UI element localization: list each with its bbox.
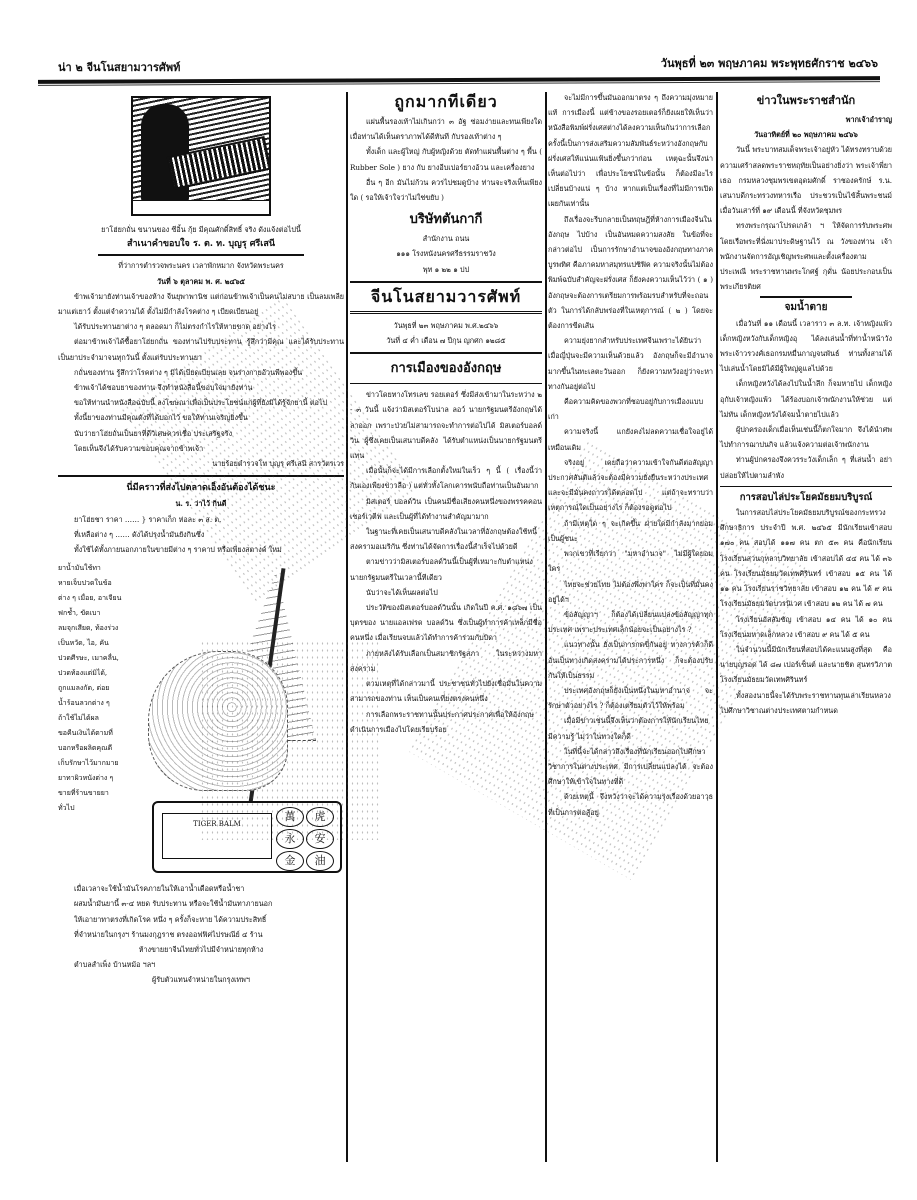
jar-char: 虎: [306, 807, 334, 827]
article-paragraph: ข่าวโดยทางโทรเลข รอยเตอร์ ซึ่งมีส่งเข้ามาในระหว่าง ๒ - ๓ วันนี้ แจ้งว่ามิสเตอร์โบน่าล ลอว์ นายกรัฐมนตรีอังกฤษได้ลาออก เพราะป่วยไม่สามารถจะทำการต่อไปได้ มิสเตอร์บอลด์วิน ผู้ซึ่งเคยเป็นเสนาบดีคลัง ได้รับตำแหน่งเป็นนายกรัฐมนตรีแทน: [350, 390, 542, 461]
letter-date: วันที่ ๖ ตุลาคม พ. ศ. ๒๔๖๕: [157, 276, 245, 286]
company-name: บริษัทตันกากี: [409, 212, 483, 228]
ad-paragraph: อื่น ๆ อีก มันไม่ก้วน ควรไปชมดูบ้าง ท่านจะจริงเห็นเพียงใด ( รอให้เจ้าใจว่าไม่ใช่ขยับ ): [350, 177, 542, 203]
section-divider: [350, 352, 542, 354]
article-paragraph: ในฐานะที่เคยเป็นเสนาบดีคลังในเวลาที่อังกฤษต้องใช้หนี้สงครามอเมริกัน ซึ่งท่านได้จัดการเรื่องนี้สำเร็จไปด้วยดี: [350, 527, 537, 552]
ground-shape: [133, 200, 269, 214]
paper-dateline-lunar: วันที่ ๔ ค่ำ เดือน ๗ ปีกุน ญกศก ๑๒๘๕: [386, 336, 506, 346]
court-news-headline: ข่าวในพระราชสำนัก: [756, 94, 856, 107]
tiger-ad-sidebar: [58, 561, 136, 816]
letter-paragraph: ทั้งนี้ยาของท่านมีคุณดังที่ได้บอกไว้ ขอให้ท่านเจริญยิ่งขึ้น: [74, 413, 248, 423]
column-divider: [716, 92, 718, 1162]
jar-label: TIGER BALM: [162, 813, 272, 859]
article-paragraph: ประวัติของมิสเตอร์บอลด์วินนั้น เกิดในปี ค.ศ. ๑๘๖๗ เป็นบุตรของ นายแอลเฟรด บอลด์วิน ซึ่งเป็นผู้ทำการค้าเหล็กมีชื่อคนหนึ่ง เมื่อเรียนจบแล้วได้ทำการค้าร่วมกับบิดา: [350, 603, 542, 643]
column-divider: [346, 92, 348, 1162]
body-paragraph: ประเทศอังกฤษก็ยังเป็นหนึ่งในมหาอำนาจ จะรักษาตัวอย่างไร ? ก็ต้องเตรียมตัวไว้ให้พร้อม: [548, 685, 713, 711]
section-divider: [58, 475, 344, 477]
drowning-headline: จมน้ำตาย: [784, 302, 828, 314]
company-phone: พุท ๑ ๒๒ ๑ ปป: [422, 264, 470, 274]
paper-dateline: วันพุธที่ ๒๓ พฤษภาคม พ.ศ.๒๔๖๖: [393, 320, 499, 330]
page-number-label: น่า ๒ จีนโนสยามวารศัพท์: [58, 61, 181, 74]
jar-char: 金: [276, 851, 304, 871]
page-header: [38, 52, 878, 78]
divider: [720, 486, 892, 487]
sidebar-line: ถูกแมลงกัด, ต่อย: [58, 684, 110, 693]
column-divider: [545, 92, 547, 1162]
paper-title: จีนโนสยามวารศัพท์: [370, 286, 522, 306]
body-paragraph: จะไม่มีการขึ้นมันออกมาตรง ๆ ถึงความมุ่งหมายแท้ การเมืองนี้ แต่ข้างของรอยเตอร์ก็ยังเผยให้เห็นว่า หนังสือพิมพ์ฝรั่งเศสต่างได้ลงความเห็นกันว่าการเลือกครั้งนี้เป็นการส่งเสริมความสัมพันธ์ระหว่างอังกฤษกับฝรั่งเศสให้แน่นแฟ้นยิ่งขึ้นกว่าก่อน เหตุฉะนั้นจึงน่าเห็นต่อไปว่า เพื่อประโยชน์ในข้อนั้น ก็ต้องมีอะไรเปลี่ยนบ้างแน่ ๆ บ้าง หากแต่เป็นเรื่องที่ไม่มีการเปิดเผยกันเท่านั้น: [548, 93, 713, 209]
article-paragraph: นับว่าจะได้เห็นผลต่อไป: [366, 587, 438, 597]
body-paragraph: ไทยจะช่วยไทย ไม่ต้องพึ่งพาใคร ก็จะเป็นที่มั่นคงอยู่ได้ฯ: [548, 579, 713, 604]
jar-chinese-characters: [276, 807, 334, 869]
body-paragraph: ความจริงนี้ แกยังคงไม่ลดความเชื่อใจอยู่ได้เหมือนเดิม: [548, 427, 713, 452]
body-paragraph: เมื่อมีข่าวเช่นนี้จึงเห็นว่าต้องการให้นักเรียนไทยมีความรู้ ไม่ว่าในทางใดก็ดี: [548, 716, 709, 741]
column-2: [350, 90, 542, 737]
ad2-note: ทั้งใช้ได้ทั้งภายนอกภายในขายมีต่าง ๆ ราคาบ่ หรือเพียงสตางค์ ใหม่: [74, 545, 282, 555]
article-paragraph: การเลือกพระราชทานนั้นประกาศประกาศเพื่อให้อังกฤษดำเนินการเมืองไปโดยเรียบร้อย: [350, 709, 535, 734]
body-paragraph: พวกเขาที่เรียกว่า "มหาอำนาจ" ไม่มีผู้ใดยอมใคร: [548, 549, 713, 574]
body-paragraph: ถ้ามีเหตุใด ๆ จะเกิดขึ้น ฝ่ายใดมีกำลังมากย่อมเป็นผู้ชนะ: [548, 518, 713, 543]
ad-paragraph: ทั้งเด็ก และผู้ใหญ่ กับผู้หญิงด้วย ตัดทำแผ่นพื้นต่าง ๆ พื้น ( Rubber Sole ) ยาง กับ ยางอีบเปอร์ยางอ้วน และเครื่องยาง: [350, 147, 542, 172]
jar-char: 永: [276, 829, 304, 849]
ad2-subline: น. ร. ว่าไว้ กินดี: [175, 499, 227, 509]
article-headline: การเมืองของอังกฤษ: [390, 361, 502, 377]
company-address: สำนักงาน ถนน: [422, 234, 470, 244]
court-paragraph: ทรงพระกรุณาโปรดเกล้า ฯ ให้จัดการรับพระศพโดยเรือพระที่นั่งมาประดิษฐานไว้ ณ วังของท่าน เจ้าพนักงานจัดการอัญเชิญพระศพและตั้งเครื่องตามประเพณี พระราชทานพระโกศฐ์ กุดั่น น้อยประกอบเป็นพระเกียรติยศ: [720, 221, 892, 292]
footer-paragraph: ผสมน้ำมันยานี้ ๓-๔ หยด รับประทาน หรือจะใช้น้ำมันทาภายนอก: [74, 899, 273, 909]
sidebar-line: ปวดศีรษะ, เมาคลื่น,: [58, 654, 119, 663]
body-paragraph: ในที่นี้จะได้กล่าวถึงเรื่องที่นักเรียนออกไปศึกษาวิชาการในต่างประเทศ มีการเปลี่ยนแปลงได้ จะต้องศึกษาให้เข้าใจในทางที่ดี: [548, 746, 713, 787]
headline-underline: [350, 383, 542, 384]
sidebar-line: บอกหรือผลิตคุณดี: [58, 744, 113, 753]
letter-paragraph: กถั่นของท่าน รู้สึกว่าโรคต่าง ๆ มิได้เบียดเบียนเลย จนร่างกายอ้วนพีพองขึ้น: [74, 367, 303, 377]
cannon-engraving-image: [131, 96, 271, 216]
ad2-headline: นี่มีคราวที่ส่งไปตลาดเอ็งอันต้องได้ชนะ: [126, 483, 276, 494]
letter-paragraph: ข้าพเจ้าได้ชอบยาของท่าน จึงทำหนังสือนี้ขอบใจมายังท่าน: [74, 383, 253, 393]
ad2-note: ที่เหลือต่าง ๆ …… ดังได้ปรุงน้ำมันยังกินซึ่ง: [74, 529, 205, 539]
exam-headline: การสอบไล่ประโยคมัธยมบริบูรณ์: [739, 491, 873, 503]
court-news-date: วันอาทิตย์ที่ ๒๐ พฤษภาคม ๒๔๖๖: [754, 130, 858, 140]
footer-paragraph: ให้เอายาทาตรงที่เกิดโรค หนึ่ง ๆ ครั้งก็จะหาย ได้ความประสิทธิ์: [74, 914, 267, 924]
column-1: [58, 90, 344, 988]
divider: [760, 296, 852, 298]
footer-paragraph: ที่จำหน่ายในกรุงฯ ร้านมงกุฎราช ตรงออฟฟิศไปรษณีย์ ๔ ร้าน: [74, 929, 263, 939]
letter-signature: นายร้อยตำรวจโท บุญรุ ศรีเสนี สารวัตรเวร: [212, 459, 344, 469]
issue-date: วันพุธที่ ๒๓ พฤษภาคม พระพุทธศักราช ๒๔๖๖: [660, 57, 878, 70]
exam-paragraph: โรงเรียนอัสสัมชัญ เข้าสอบ ๑๔ คน ได้ ๑๐ คน โรงเรียนมหาดเล็กหลวง เข้าสอบ ๙ คน ได้ ๕ คน: [720, 614, 892, 639]
ad-subtitle: สำเนาคำขอบใจ ร. ต. ท. บุญรุ ศรีเสนี: [126, 239, 275, 250]
sidebar-line: ต่าง ๆ เมื่อย, อาเจียน: [58, 594, 122, 603]
article-paragraph: เมื่อนั้นก็จะได้มีการเลือกตั้งใหม่ในเร็ว ๆ นี้ ( เรื่องนี้ว่ากันเองเพียงข่าวลือ ) แต่ทั่วทั้งโลกเคารพนับถือท่านเป็นอันมาก: [350, 466, 542, 491]
court-news-byline: พากเจ้าอำราญ: [845, 115, 892, 124]
divider: [98, 254, 304, 256]
drowning-paragraph: เด็กหญิงหวังได้ลงไปในน้ำลึก ก็จมหายไป เด็กหญิงอุกับเจ้าหญิงแพ้ว ได้ร้องบอกเจ้าพนักงานให้ช่วย แต่ไม่ทัน เด็กหญิงหวังได้จมน้ำตายไปแล้ว: [720, 379, 892, 419]
footer-paragraph: ผู้รับตัวแทนจำหน่ายในกรุงเทพฯ: [152, 975, 250, 985]
body-paragraph: ด้วยเหตุนี้ จึงหวังว่าจะได้ความรุ่งเรืองด้วยอาวุธที่เป็นการต่อสู้อยู่: [548, 792, 713, 817]
exam-paragraph: ในจำนวนนี้มีนักเรียนที่สอบได้คะแนนสูงที่สุด คือ นายบุญรอด ได้ ๘๗ เปอร์เซ็นต์ และนายชิต สุนทรวิภาต โรงเรียนมัธยมวัดเทพศิรินทร์: [720, 644, 892, 685]
ad-caption: ยาโฮ่ยกถั่น ขนานของ ซีอิ้น กุ้ย มีคุณศักดิ์สิทธิ์ จริง ดังแจ้งต่อไปนี้: [101, 225, 301, 234]
exam-paragraph: ทั้งสองนายนี้จะได้รับพระราชทานทุนเล่าเรียนหลวง ไปศึกษาวิชาณต่างประเทศตามกำหนด: [720, 690, 891, 715]
letter-paragraph: โดยเห็นจึงได้รับความขอบคุณจากข้าพเจ้า: [74, 443, 204, 453]
body-paragraph: แนวทางนั้น ยังเป็นการกดขี่กันอยู่ ทางการค้าก็ดี อันเป็นทางเกิดสงครามได้ประการหนึ่ง ก็จะต้องปรับกันให้เป็นธรรม: [548, 640, 713, 680]
paper-title-box: [350, 281, 542, 314]
body-paragraph: ข้อสัญญาฯ ก็ต้องได้เปลี่ยนแปลงข้อสัญญาทุกประเทศ เพราะประเทศเล็กน้อยจะเป็นอย่างไร ?: [548, 609, 713, 635]
body-paragraph: คือความคิดของพวกที่ชอบอยู่กับการเมืองแบบเก่า: [548, 397, 704, 422]
footer-paragraph: เมื่อเวลาจะใช้น้ำมันโรคภายในให้เอาน้ำเดือดหรือน้ำชา: [74, 884, 245, 894]
article-paragraph: ตามข่าวว่ามิสเตอร์บอลด์วินนี้เป็นผู้ที่เหมาะกับตำแหน่งนายกรัฐมนตรีในเวลานี้ทีเดียว: [350, 557, 533, 582]
tiger-illustration: [142, 561, 342, 881]
drowning-paragraph: เมื่อวันที่ ๑๑ เดือนนี้ เวลาราว ๓ ล.ท. เจ้าหญิงแพ้ว เด็กหญิงหวังกับเด็กหญิงอุ ได้ลงเล่นน้ำที่ท่าน้ำหน้าวังพระเจ้าวรวงศ์เธอกรมหมื่นกาญจนพันธ์ ท่านทั้งสามได้ไปเล่นน้ำโดยมิได้มีผู้ใหญ่ดูแลไปด้วย: [720, 318, 892, 374]
letter-paragraph: ข้าพเจ้ามายังท่านเจ้าของห้าง จีนยุพาพานิช แต่ก่อนข้าพเจ้าเป็นคนไม่สบาย เป็นลมเพลียมาแต่เยาว์ ตั้งแต่จำความได้ ตั้งไม่มีกำลังโรคต่าง ๆ เบียดเบียนอยู่: [58, 291, 344, 317]
jar-char: 安: [306, 829, 334, 849]
tiger-balm-ad: [58, 561, 344, 881]
drowning-paragraph: ท่านผู้ปกครองจึงควรระวังเด็กเล็ก ๆ ที่เล่นน้ำ อย่าปล่อยให้ไปตามลำพัง: [720, 455, 892, 480]
article-paragraph: ภายหลังได้รับเลือกเป็นสมาชิกรัฐสภา ในระหว่างมหาสงคราม: [350, 648, 542, 673]
sidebar-line: เป็นหวัด, ไอ, คัน: [58, 639, 109, 648]
letter-paragraph: ต่อมาข้าพเจ้าได้ซื้อยาโฮ่ยกถั่น ของท่านไปรับประทาน รู้สึกว่ามีคุณ และได้รับประทานเป็นยาประจำมาจนทุกวันนี้ ตั้งแต่รับประทานยา: [58, 337, 344, 362]
sidebar-line: น้ำร้อนลวกต่าง ๆ: [58, 699, 110, 708]
body-paragraph: ความยุ่งยากสำหรับประเทศจีนเพราะได้ยินว่า เมื่อญี่ปุ่นจะมีความเห็นด้วยแล้ว อังกฤษก็จะมีอำนาจมากขึ้นในทะเลตะวันออก ก็ยังความหวังอยู่ว่าจะหาทางกันอยู่ต่อไป: [548, 336, 713, 391]
ad2-note: ยาโฮ่ยชา ราคา …… } ราคาเก็ก ห่อละ ๓ ส. ต.: [74, 514, 222, 524]
letter-paragraph: ขอให้ท่านนำหนังสือฉบับนี้ ลงโฆษณาเพื่อเป็นประโยชน์แก่ผู้ที่ยังมิได้รู้จักยานี้ ต่อไป: [74, 398, 328, 408]
exam-paragraph: ในการสอบไล่ประโยคมัธยมบริบูรณ์ของกระทรวงศึกษาธิการ ประจำปี พ.ศ. ๒๔๖๕ มีนักเรียนเข้าสอบ ๑๗๐ คน สอบได้ ๑๑๗ คน ตก ๕๓ คน คือนักเรียนโรงเรียนสวนกุหลาบวิทยาลัย เข้าสอบได้ ๔๔ คน ได้ ๓๖ คน โรงเรียนมัธยมวัดเทพศิรินทร์ เข้าสอบ ๑๕ คน ได้ ๑๑ คน โรงเรียนราชวิทยาลัย เข้าสอบ ๑๒ คน ได้ ๙ คน โรงเรียนมัธยมวัดบวรนิเวศ เข้าสอบ ๑๒ คน ได้ ๗ คน: [720, 508, 892, 609]
letter-paragraph: นับว่ายาโฮ่ยถั่นเป็นยาที่ดีวิเศษควรเชื่อ ประเสริฐจริง: [74, 428, 233, 438]
balm-jar: [152, 801, 342, 873]
sidebar-line: ลมจุกเสียด, ท้องร่วง: [58, 624, 119, 633]
ad-headline: ถูกมากทีเดียว: [394, 92, 498, 111]
tiger-shape: [148, 651, 288, 791]
body-paragraph: ถึงเรื่องจะรีบกลายเป็นทฤษฎีที่ห้างการเมืองจีนในอังกฤษ ไปบ้าง เป็นอันหมดความสงสัย ในข้อที่จะกล่าวต่อไป เป็นการรักษาอำนาจของอังกฤษทางภาคบูรพทิศ คือภาคมหาสมุทรแปซิฟิค ความจริงนั้นไม่ต้องพิมพ์ฉบับสำคัญจะฝรั่งเศส ก็ยังคงความเห็นไว้ว่า ( ๑ ) อังกฤษจะต้องการเตรียมการพร้อมรบสำหรับที่จะถอนตัว ในการได้กลับพร่องที่ในเหตุการณ์ ( ๒ ) โดยจะต้องการขีดเส้น: [548, 214, 713, 331]
drowning-paragraph: ผู้ปกครองเด็กเมื่อเห็นเช่นนี้ก็ตกใจมาก จึงได้นำศพไปทำการฌาปนกิจ แล้วแจ้งความต่อเจ้าพนักงาน: [720, 425, 892, 450]
sidebar-line: ขอคืนเงินได้ตามที่: [58, 729, 113, 738]
jar-char: 萬: [276, 807, 304, 827]
sidebar-line: ทั่วไป: [58, 804, 75, 813]
sidebar-line: ฟกช้ำ, ขัดเบา: [58, 609, 101, 618]
sidebar-line: เก็บรักษาไว้มากมาย: [58, 759, 119, 768]
sidebar-line: หายเจ็บปวดในข้อ: [58, 579, 112, 588]
company-address: ๑๑๑ โรงหนังนครศรีธรรมราชวัง: [396, 249, 496, 259]
jar-char: 油: [306, 851, 334, 871]
sidebar-line: ปวดท้องแต่มิได้,: [58, 669, 108, 678]
column-4: [720, 90, 892, 718]
address-line: ที่ว่าการตำรวจพระนคร เวลาพักหมาก จังหวัดพระนคร: [118, 261, 284, 271]
sidebar-line: ยาน้ำมันใช้ทา: [58, 564, 101, 573]
column-3: [548, 90, 713, 820]
court-paragraph: วันนี้ พระบาทสมเด็จพระเจ้าอยู่หัว ได้ทรงทราบด้วยความเศร้าสลดพระราชหฤทัยเป็นอย่างยิ่งว่า พระเจ้าพี่ยาเธอ กรมหลวงชุมพรเขตอุดมศักดิ์ ราชองครักษ์ ร.น. เสนาบดีกระทรวงทหารเรือ ประชวรเป็นไข้สิ้นพระชนม์ เมื่อวันเสาร์ที่ ๑๙ เดือนนี้ ที่จังหวัดชุมพร: [720, 145, 892, 216]
footer-paragraph: ตำบลสำเพ็ง บ้านหม้อ ฯลฯ: [74, 960, 156, 970]
body-paragraph: จริงอยู่ เคยถือว่าความเข้าใจกันดีต่อสัญญาประกาศสันติแล้วจะต้องมีความยั่งยืนระหว่างประเทศ และจะมีมั่นคงถาวรได้ตลอดไป แต่ถ้าจะทราบว่าเหตุการณ์ใดเป็นอย่างไร ก็ต้องรอดูต่อไป: [548, 457, 713, 513]
sidebar-line: ถ้าใช้ไม่ได้ผล: [58, 714, 99, 723]
ad-paragraph: แผ่นพื้นรองเท้าไม่เกินกว่า ๓ อัฐ ซ่อมง่ายและทนเพียงใด เมื่อท่านได้เห็นตราภาพได้ดีทันที กับรองเท้าต่าง ๆ: [350, 117, 542, 142]
sidebar-line: ยาทาผิวหนังต่าง ๆ: [58, 774, 114, 783]
sidebar-line: ขายที่ร้านขายยา: [58, 789, 109, 798]
footer-paragraph: ห้างขายยาจีนไทยทั่วไปมีจำหน่ายทุกห้าง: [138, 945, 264, 955]
article-paragraph: ตามเหตุที่ได้กล่าวมานี้ ประชาชนทั่วไปยังเชื่อมั่นในความสามารถของท่าน เห็นเป็นคนเที่ยงตรงคนหนึ่ง: [350, 679, 542, 704]
article-paragraph: มิสเตอร์ บอลด์วิน เป็นคนมีชื่อเสียงคนหนึ่งของพรรคคอนเซอร์เวตีฟ และเป็นผู้ที่ได้ทำงานสำคัญมามาก: [350, 496, 542, 521]
letter-paragraph: ได้รับประทานยาต่าง ๆ ตลอดมา ก็ไม่ตรงกำไรให้หายขาด อย่างไร: [74, 322, 276, 332]
